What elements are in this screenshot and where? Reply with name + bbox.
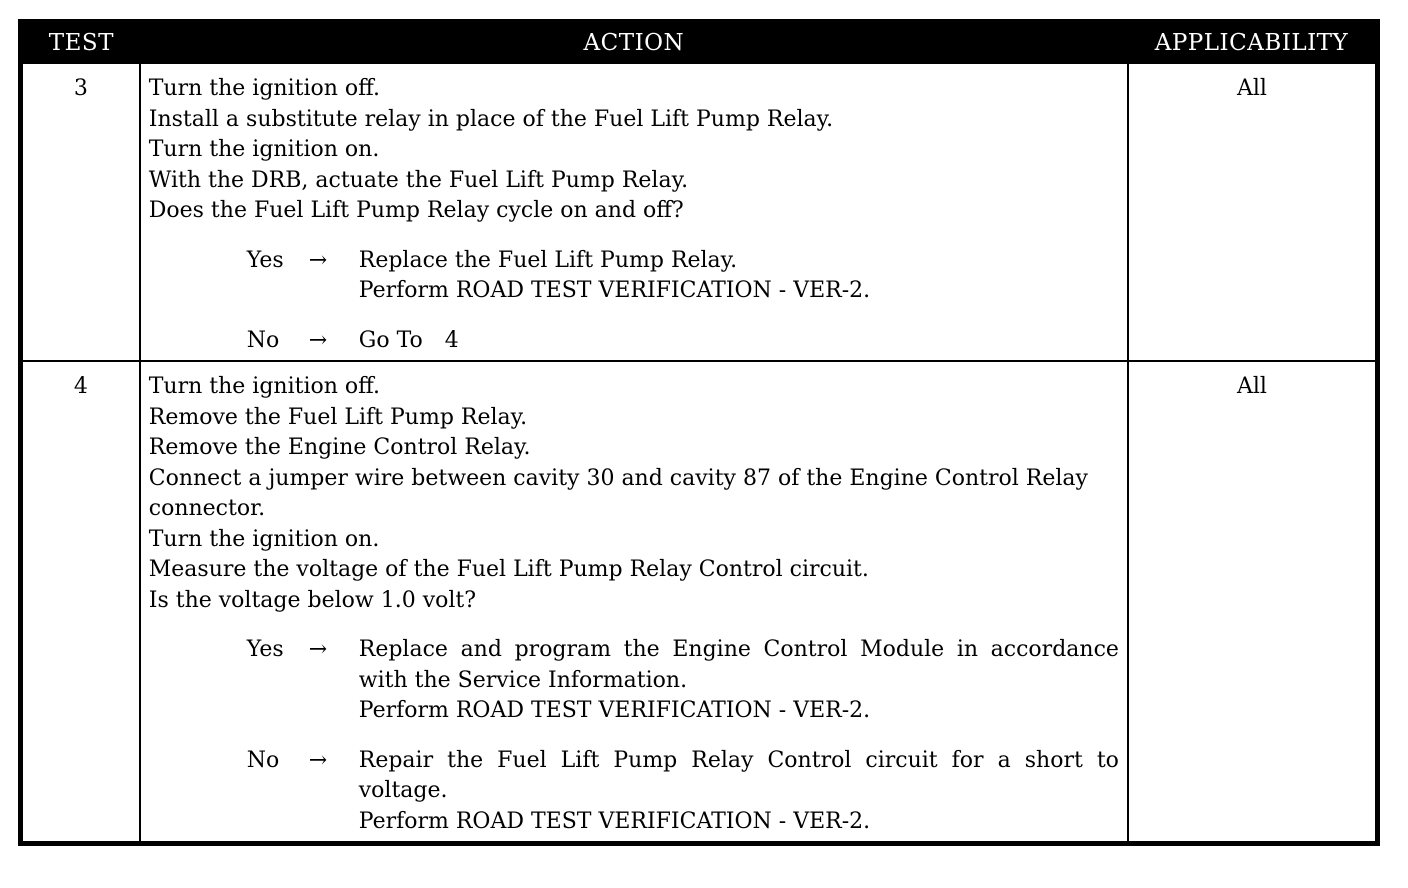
result-line: Perform ROAD TEST VERIFICATION - VER-2. bbox=[358, 698, 871, 723]
yes-label: Yes bbox=[246, 247, 284, 273]
header-test: TEST bbox=[21, 22, 140, 64]
no-label: No bbox=[246, 327, 280, 353]
action-cell bbox=[140, 361, 1128, 844]
action-step: Remove the Engine Control Relay. bbox=[148, 435, 531, 460]
answer-list bbox=[149, 246, 1119, 357]
no-answer bbox=[149, 326, 1119, 357]
action-step: With the DRB, actuate the Fuel Lift Pump Relay. bbox=[148, 167, 689, 193]
no-label: No bbox=[246, 747, 280, 773]
table-row bbox=[21, 361, 1378, 844]
applicability-value: All bbox=[1128, 361, 1378, 844]
yes-answer bbox=[149, 635, 1119, 727]
result-line: Perform ROAD TEST VERIFICATION - VER-2. bbox=[358, 808, 871, 834]
right-arrow-icon: → bbox=[308, 327, 328, 353]
action-step: Turn the ignition on. bbox=[148, 137, 380, 162]
goto-test-link[interactable]: 4 bbox=[444, 327, 459, 353]
goto-label: Go To bbox=[358, 327, 423, 353]
test-number: 4 bbox=[21, 361, 140, 844]
result-line: Replace the Fuel Lift Pump Relay. bbox=[358, 247, 738, 273]
diagnostic-test-table bbox=[18, 19, 1380, 846]
right-arrow-icon: → bbox=[308, 747, 328, 773]
table-header-row bbox=[21, 22, 1378, 64]
no-result bbox=[359, 746, 1119, 838]
header-action: ACTION bbox=[140, 22, 1128, 64]
answer-list bbox=[149, 635, 1119, 837]
yes-result bbox=[359, 635, 1119, 727]
action-step: Measure the voltage of the Fuel Lift Pump Relay Control circuit. bbox=[148, 557, 869, 582]
right-arrow-icon: → bbox=[308, 247, 328, 273]
action-step: Remove the Fuel Lift Pump Relay. bbox=[148, 404, 528, 430]
action-step: Turn the ignition on. bbox=[148, 526, 380, 552]
yes-answer bbox=[149, 246, 1119, 307]
action-cell bbox=[140, 63, 1128, 361]
no-result bbox=[359, 326, 1119, 357]
result-line: Repair the Fuel Lift Pump Relay Control circuit for a short to voltage. bbox=[358, 747, 1119, 803]
header-applicability: APPLICABILITY bbox=[1128, 22, 1378, 64]
table-row bbox=[21, 63, 1378, 361]
no-answer bbox=[149, 746, 1119, 838]
result-line: Perform ROAD TEST VERIFICATION - VER-2. bbox=[358, 278, 871, 303]
applicability-value: All bbox=[1128, 63, 1378, 361]
right-arrow-icon: → bbox=[308, 637, 328, 662]
action-step: Install a substitute relay in place of the Fuel Lift Pump Relay. bbox=[148, 106, 834, 132]
result-line: Replace and program the Engine Control Module in accordance with the Service Information. bbox=[358, 637, 1119, 693]
action-question: Does the Fuel Lift Pump Relay cycle on and off? bbox=[148, 198, 684, 223]
yes-label: Yes bbox=[246, 637, 284, 662]
action-step: Connect a jumper wire between cavity 30 and cavity 87 of the Engine Control Relay connector. bbox=[148, 465, 1088, 521]
action-step: Turn the ignition off. bbox=[148, 374, 380, 399]
yes-result bbox=[359, 246, 1119, 307]
action-step: Turn the ignition off. bbox=[148, 76, 380, 101]
test-number: 3 bbox=[21, 63, 140, 361]
action-question: Is the voltage below 1.0 volt? bbox=[148, 587, 477, 613]
